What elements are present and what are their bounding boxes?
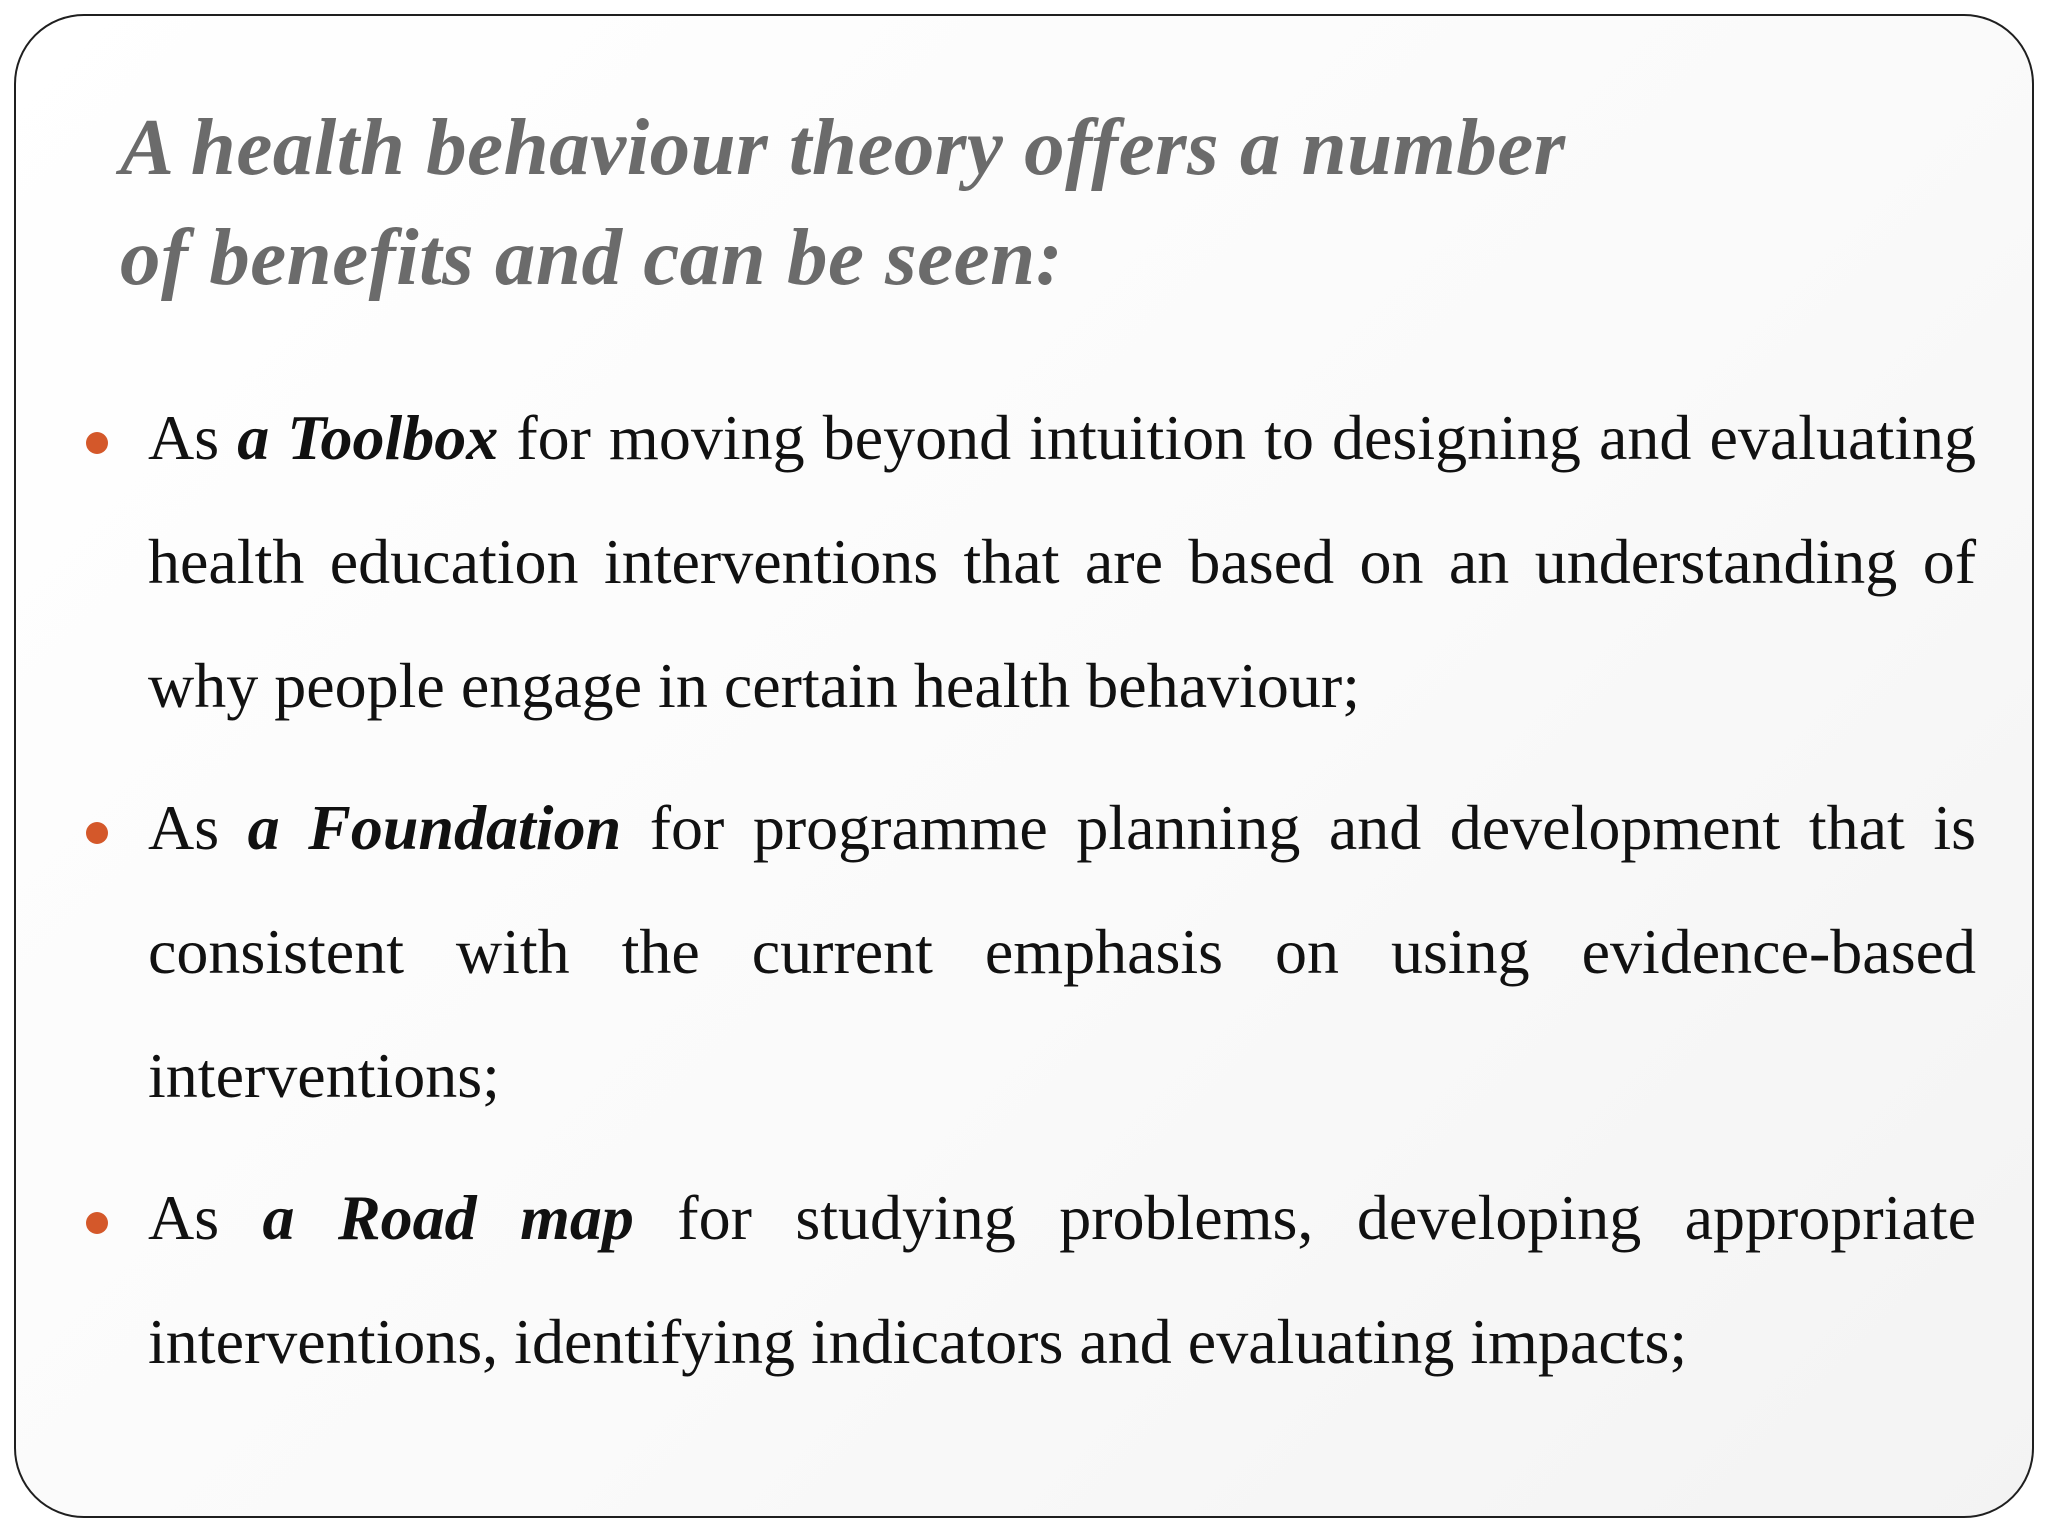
bullet-emphasis: a Foundation (247, 792, 622, 863)
bullet-marker-icon (86, 432, 108, 454)
bullet-emphasis: a Toolbox (237, 402, 499, 473)
bullet-text (148, 766, 1976, 1138)
bullet-item-toolbox (76, 376, 1976, 748)
bullet-text (148, 376, 1976, 748)
bullet-item-road-map (76, 1156, 1976, 1404)
bullet-list (76, 376, 1976, 1422)
slide-title (120, 92, 1940, 312)
bullet-marker-icon (86, 822, 108, 844)
bullet-prefix: As (148, 402, 238, 473)
slide-frame (14, 14, 2034, 1518)
bullet-emphasis: a Road map (262, 1182, 634, 1253)
bullet-item-foundation (76, 766, 1976, 1138)
bullet-prefix: As (148, 1182, 263, 1253)
bullet-text (148, 1156, 1976, 1404)
bullet-prefix: As (148, 792, 248, 863)
title-line-1: A health behaviour theory offers a number (120, 102, 1566, 192)
bullet-body: for programme planning and development that is consistent with the current emphasis on using evidence-based interventions; (148, 792, 1977, 1111)
bullet-marker-icon (86, 1212, 108, 1234)
bullet-body: for moving beyond intuition to designing and evaluating health education interventions that are based on an understanding of why people engage in certain health behaviour; (148, 402, 1977, 721)
title-line-2: of benefits and can be seen: (120, 212, 1064, 302)
bullet-body: for studying problems, developing appropriate interventions, identifying indicators and evaluating impacts; (148, 1182, 1977, 1377)
